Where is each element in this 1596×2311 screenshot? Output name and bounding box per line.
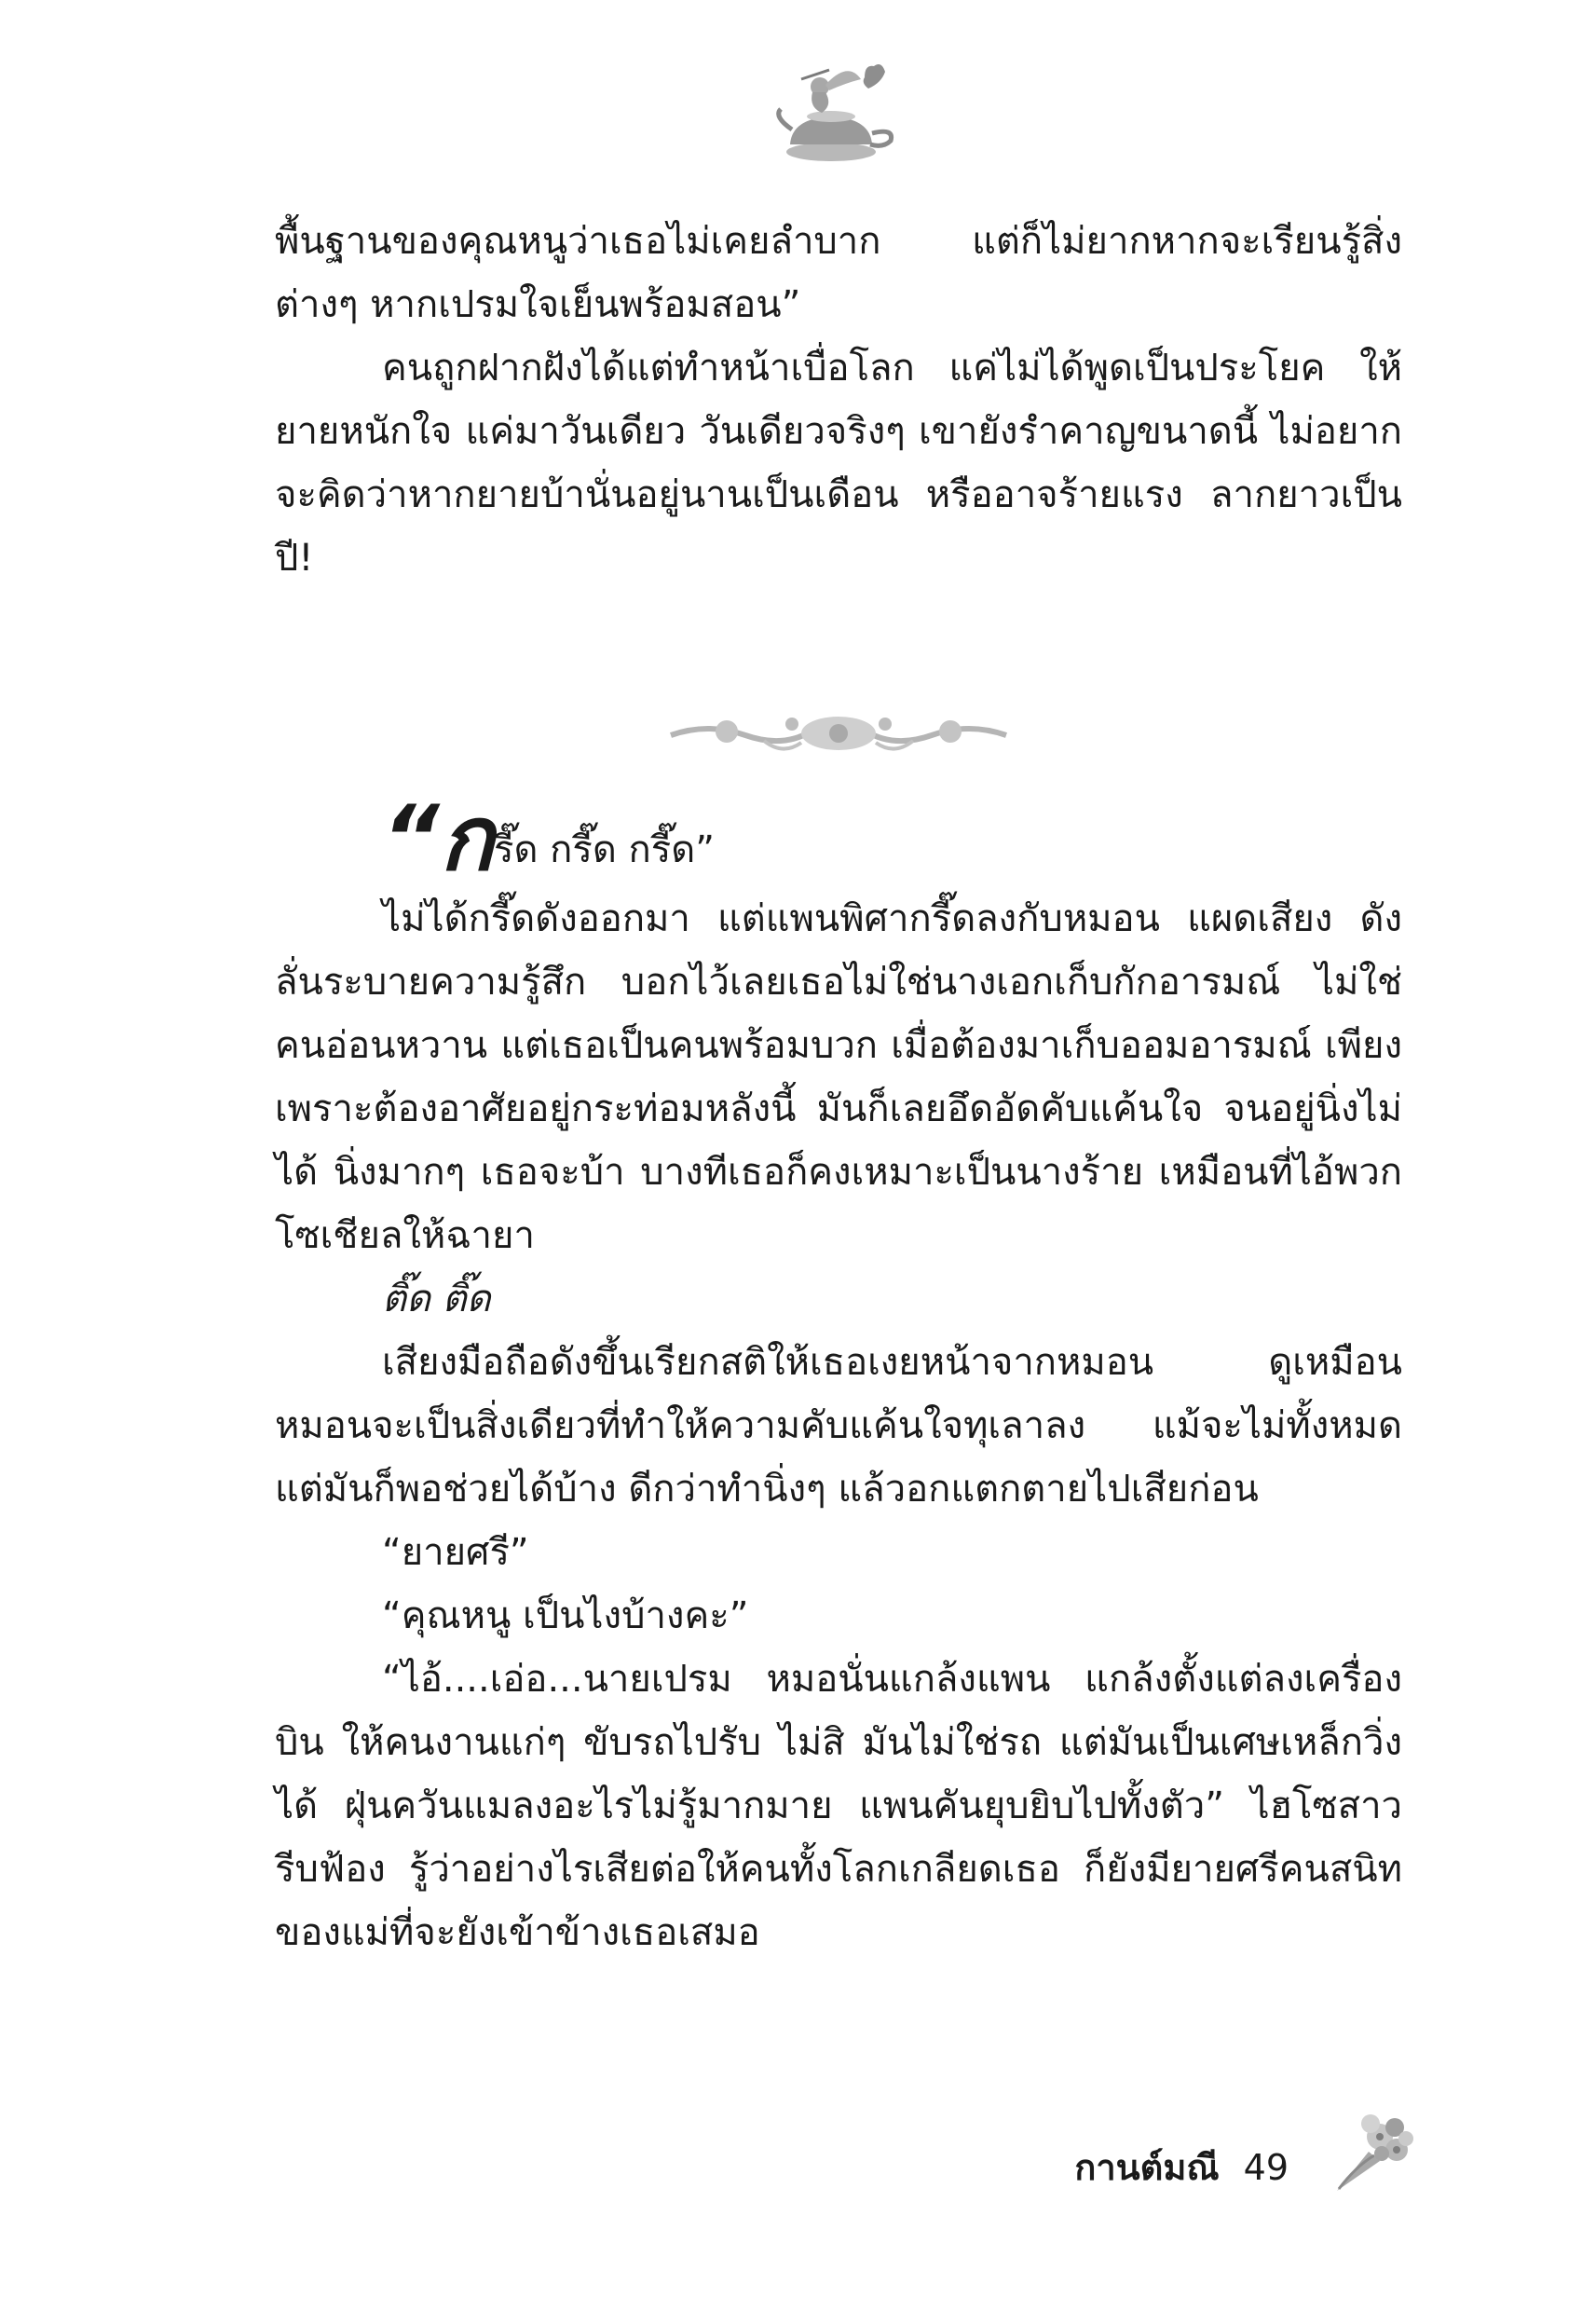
paragraph: ไม่ได้กรี๊ดดังออกมา แต่แพนพิศากรี๊ดลงกับหมอน แผดเสียง ดังลั่นระบายความรู้สึก บอกไว้เลยเธอไม่ใช่นางเอกเก็บกักอารมณ์ ไม่ใช่คนอ่อนหวาน แต่เธอเป็นคนพร้อมบวก เมื่อต้องมาเก็บออมอารมณ์ เพียงเพราะต้องอาศัยอยู่กระท่อมหลังนี้ มันก็เลยอึดอัดคับแค้นใจ จนอยู่นิ่งไม่ได้ นิ่งมากๆ เธอจะบ้า บางทีเธอก็คงเหมาะเป็นนางร้าย เหมือนที่ไอ้พวกโซเชียลให้ฉายา (275, 897, 1402, 1257)
paragraph: “ยายศรี” (382, 1531, 529, 1574)
cupid-teapot-ornament-icon (764, 51, 904, 172)
paragraph: พื้นฐานของคุณหนูว่าเธอไม่เคยลำบาก แต่ก็ไม่ยากหากจะเรียนรู้สิ่งต่างๆ หากเปรมใจเย็นพร้อมสอน” (275, 220, 1402, 326)
drop-cap: “ก (382, 786, 494, 891)
drop-cap-rest: รี๊ด กรี๊ด กรี๊ด” (493, 828, 715, 871)
paragraph: “คุณหนู เป็นไงบ้างคะ” (382, 1594, 749, 1637)
floral-divider-icon (652, 704, 1025, 759)
page-number: 49 (1243, 2147, 1289, 2188)
flower-bouquet-icon (1318, 2101, 1421, 2204)
page-footer (1074, 2139, 1289, 2195)
section-1 (275, 210, 1402, 590)
paragraph: “ไอ้....เอ่อ...นายเปรม หมอนั่นแกล้งแพน แกล้งตั้งแต่ลงเครื่องบิน ให้คนงานแก่ๆ ขับรถไปรับ ไม่สิ มันไม่ใช่รถ แต่มันเป็นเศษเหล็กวิ่งได้ ฝุ่นควันแมลงอะไรไม่รู้มากมาย แพนคันยุบยิบไปทั้งตัว” ไฮโซสาว รีบฟ้อง รู้ว่าอย่างไรเสียต่อให้คนทั้งโลกเกลียดเธอ ก็ยังมียายศรีคนสนิท ของแม่ที่จะยังเข้าข้างเธอเสมอ (275, 1658, 1402, 1954)
section-2 (275, 786, 1402, 1964)
paragraph: คนถูกฝากฝังได้แต่ทำหน้าเบื่อโลก แค่ไม่ได้พูดเป็นประโยค ให้ยายหนักใจ แค่มาวันเดียว วันเดียวจริงๆ เขายังรำคาญขนาดนี้ ไม่อยากจะคิดว่าหากยายบ้านั่นอยู่นานเป็นเดือน หรืออาจร้ายแรง ลากยาวเป็นปี! (275, 347, 1402, 580)
opening-line (382, 786, 1402, 891)
paragraph: ติ๊ด ติ๊ด (382, 1278, 491, 1320)
paragraph: เสียงมือถือดังขึ้นเรียกสติให้เธอเงยหน้าจากหมอน ดูเหมือน หมอนจะเป็นสิ่งเดียวที่ทำให้ความคับแค้นใจทุเลาลง แม้จะไม่ทั้งหมด แต่มันก็พอช่วยได้บ้าง ดีกว่าทำนิ่งๆ แล้วอกแตกตายไปเสียก่อน (275, 1341, 1402, 1511)
book-title: กานต์มณี (1074, 2147, 1220, 2188)
